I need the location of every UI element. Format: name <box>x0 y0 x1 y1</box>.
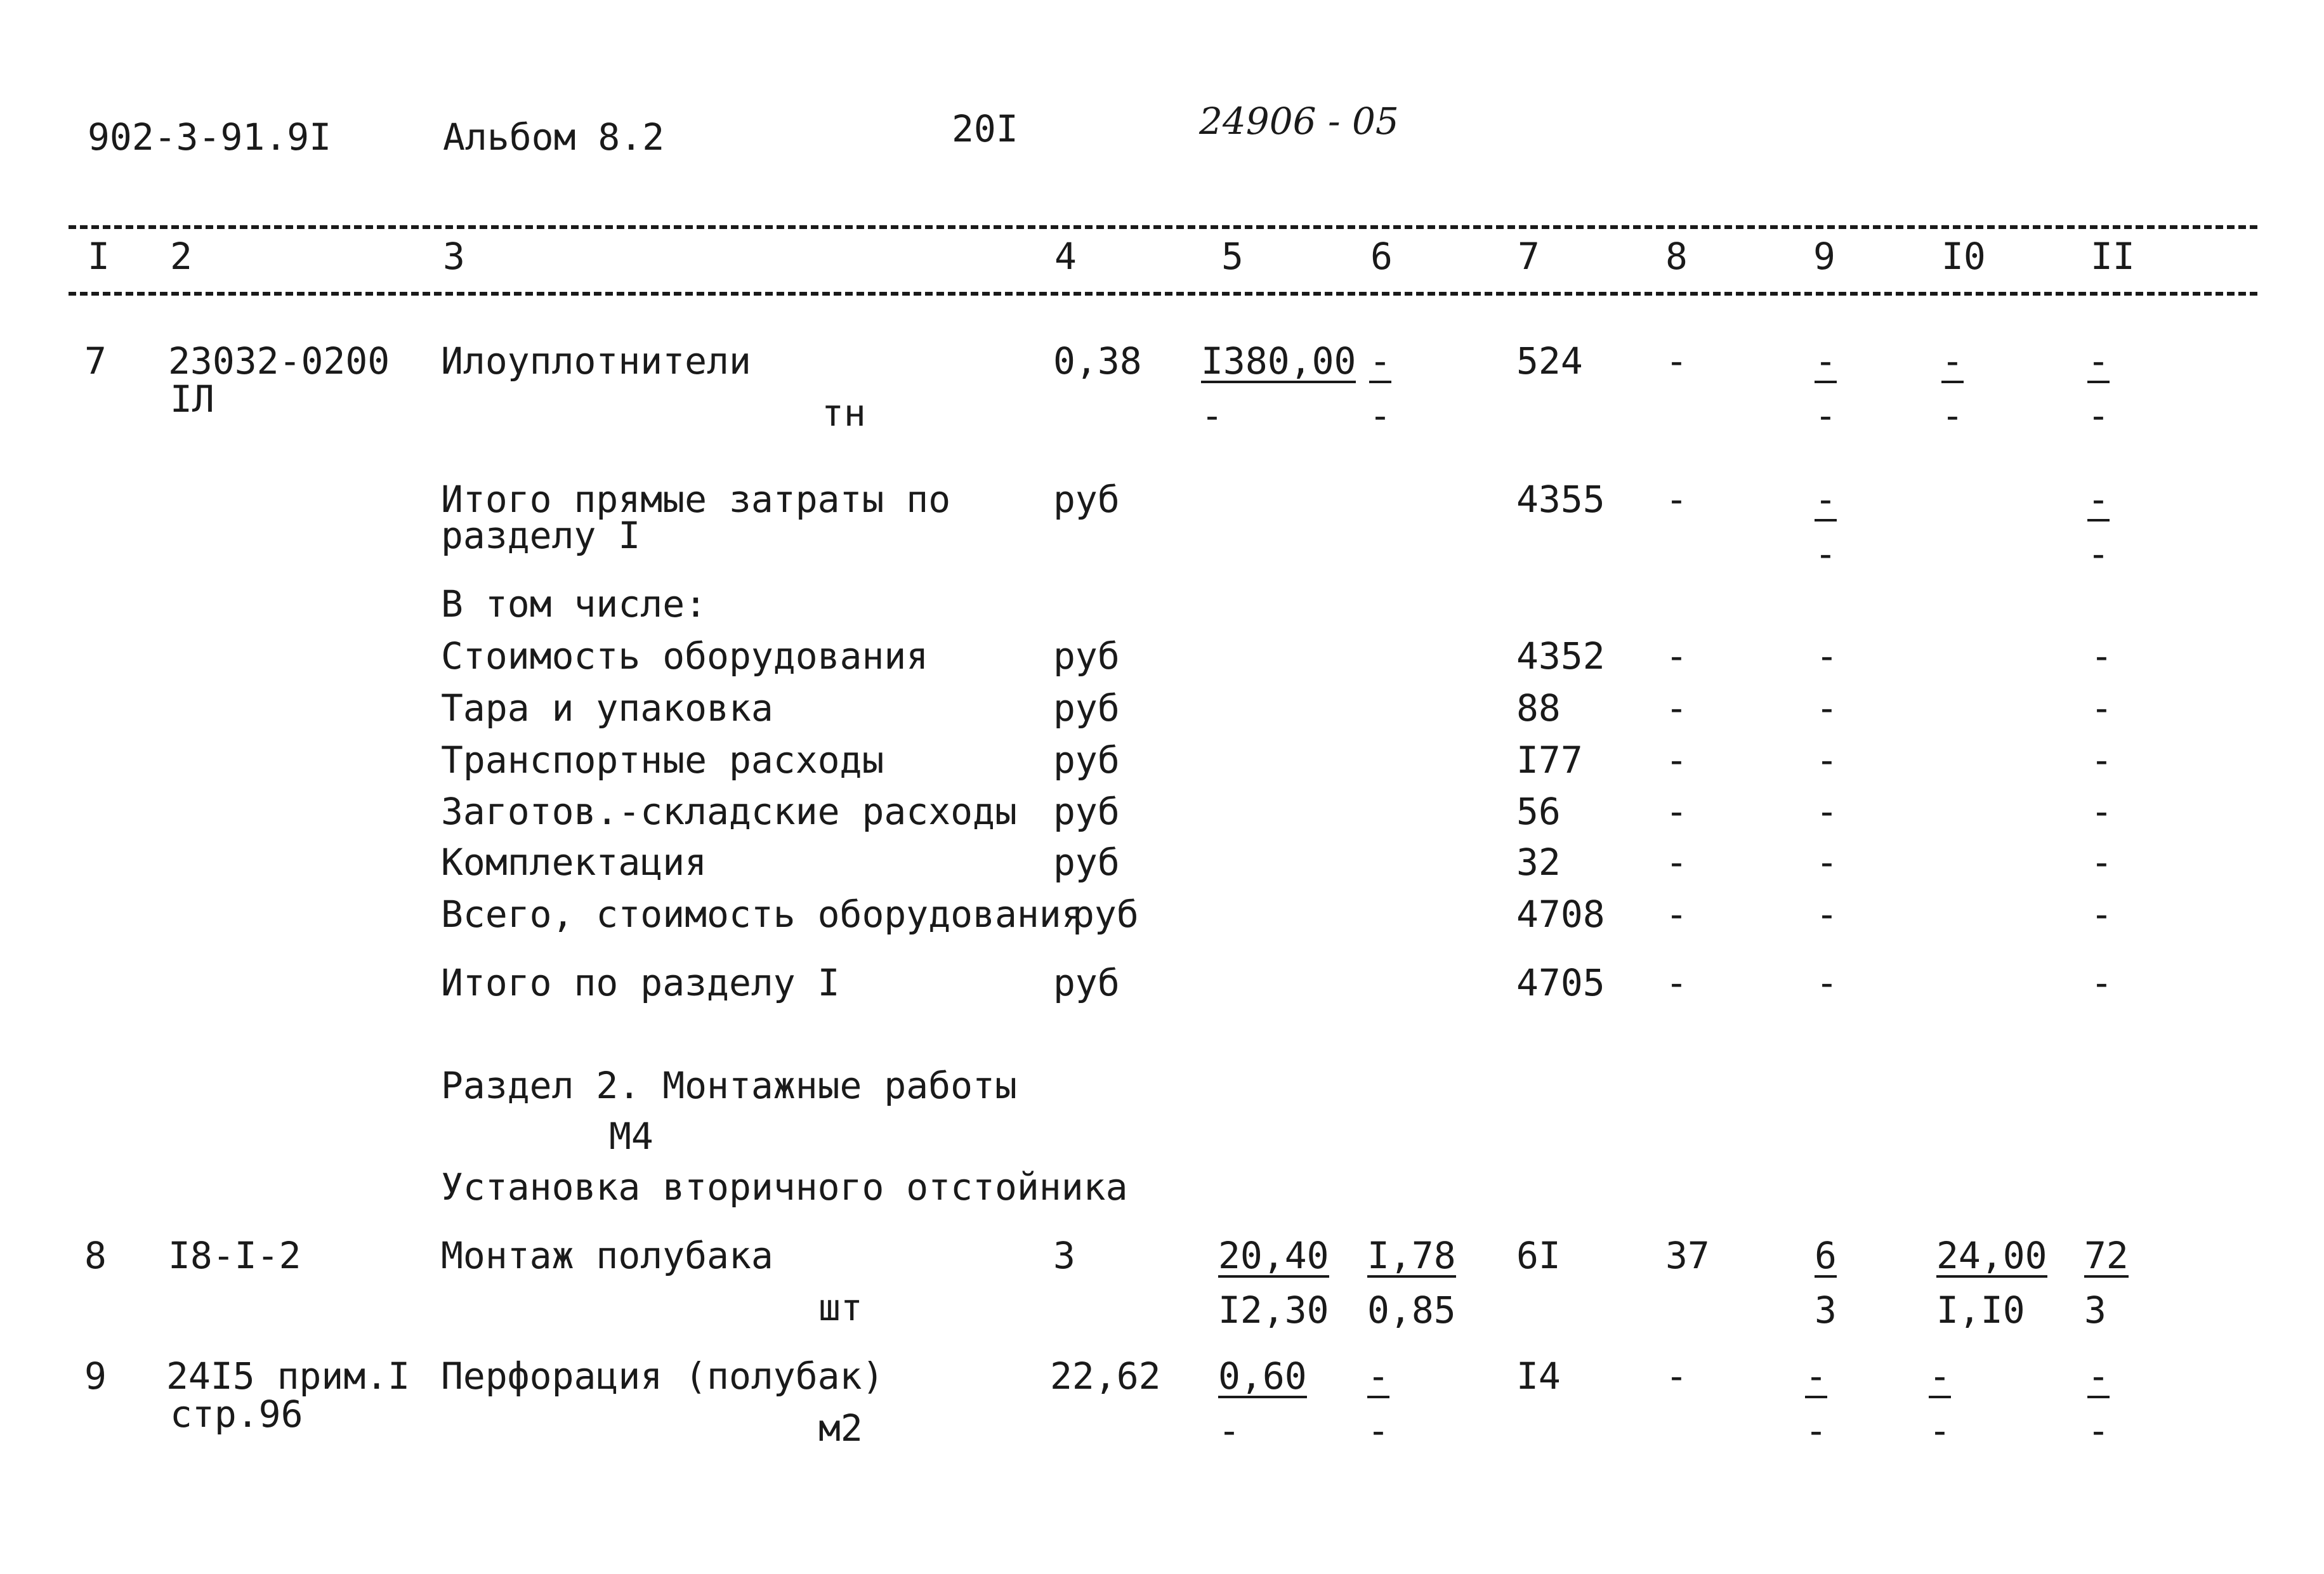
unit-machine-cost <box>1367 1234 1456 1332</box>
unit-machine-total: - <box>1369 339 1391 383</box>
unit-cost-wages: - <box>1218 1409 1240 1452</box>
item-name: Монтаж полубака <box>441 1234 773 1277</box>
item-name: Илоуплотнители <box>441 339 751 383</box>
section-code: М4 <box>609 1115 653 1158</box>
col-header: 6 <box>1370 235 1393 278</box>
doc-code: 902-3-91.9I <box>88 115 332 159</box>
section-total-c11: - <box>2091 961 2113 1004</box>
price-code: 23032-0200 <box>168 339 390 383</box>
total-wages: 37 <box>1665 1234 1710 1277</box>
total-direct-label: Итого прямые затраты по <box>441 478 951 521</box>
breakdown-name: Всего, стоимость оборудования <box>441 893 1084 936</box>
labor-total-machinists: 3 <box>2084 1289 2106 1332</box>
breakdown-cost: I77 <box>1516 738 1583 782</box>
breakdown-unit: руб <box>1053 738 1120 782</box>
total-direct-machine-wages: - <box>1815 532 1837 575</box>
unit-machine-cost <box>1367 1354 1389 1452</box>
breakdown-c9: - <box>1816 738 1838 782</box>
col-header: 3 <box>443 235 465 278</box>
unit-cost-total: 0,60 <box>1218 1354 1307 1398</box>
total-direct-labor <box>2087 478 2110 575</box>
breakdown-c11: - <box>2091 790 2113 833</box>
price-code: 24I5 прим.I <box>166 1354 410 1398</box>
breakdown-name: Заготов.-складские расходы <box>441 790 1017 833</box>
section-heading: Раздел 2. Монтажные работы <box>441 1064 1017 1107</box>
item-qty: 0,38 <box>1053 339 1142 383</box>
breakdown-c8: - <box>1665 686 1688 730</box>
unit-machine-wages: - <box>1369 394 1391 437</box>
item-unit: м2 <box>818 1407 863 1450</box>
machine-cost <box>1815 339 1837 437</box>
breakdown-c9: - <box>1816 841 1838 884</box>
breakdown-unit: руб <box>1072 893 1139 936</box>
total-wages: - <box>1665 1354 1688 1398</box>
labor-unit <box>1941 339 1964 437</box>
labor-unit-machinists: - <box>1929 1409 1951 1452</box>
section-total-label: Итого по разделу I <box>441 961 840 1004</box>
page-number: 20I <box>952 107 1018 150</box>
breakdown-c11: - <box>2091 841 2113 884</box>
total-cost: 524 <box>1516 339 1583 383</box>
total-direct-unit: руб <box>1053 478 1120 521</box>
col-header: 9 <box>1813 235 1835 278</box>
header-bottom-rule <box>69 292 2257 296</box>
row-number: 7 <box>84 339 107 383</box>
breakdown-c8: - <box>1665 790 1688 833</box>
col-header: II <box>2091 235 2135 278</box>
breakdown-name: Комплектация <box>441 841 707 884</box>
header-top-rule <box>69 225 2257 229</box>
machine-cost <box>1815 1234 1837 1332</box>
item-unit: тн <box>822 391 866 435</box>
breakdown-unit: руб <box>1053 841 1120 884</box>
labor-total-workers: - <box>2087 339 2110 383</box>
breakdown-c9: - <box>1816 686 1838 730</box>
machine-cost-wages: - <box>1815 394 1837 437</box>
item-name: Перфорация (полубак) <box>441 1354 884 1398</box>
item-qty: 22,62 <box>1050 1354 1161 1398</box>
price-code: I8-I-2 <box>168 1234 301 1277</box>
price-code-suffix: IЛ <box>170 377 214 421</box>
breakdown-c8: - <box>1665 634 1688 678</box>
labor-unit-workers: - <box>1941 339 1964 383</box>
section-total-c8: - <box>1665 961 1688 1004</box>
breakdown-unit: руб <box>1053 686 1120 730</box>
breakdown-name: Стоимость оборудования <box>441 634 929 678</box>
total-direct-cost: 4355 <box>1516 478 1605 521</box>
labor-unit <box>1936 1234 2047 1332</box>
unit-machine-total: - <box>1367 1354 1389 1398</box>
total-direct-machine-total: - <box>1815 478 1837 521</box>
col-header: 2 <box>170 235 192 278</box>
labor-total <box>2087 339 2110 437</box>
item-qty: 3 <box>1053 1234 1075 1277</box>
total-cost: 6I <box>1516 1234 1561 1277</box>
breakdown-unit: руб <box>1053 790 1120 833</box>
section-total-unit: руб <box>1053 961 1120 1004</box>
breakdown-c11: - <box>2091 738 2113 782</box>
breakdown-cost: 32 <box>1516 841 1561 884</box>
unit-cost-wages: - <box>1201 394 1223 437</box>
total-cost: I4 <box>1516 1354 1561 1398</box>
col-header: I0 <box>1941 235 1986 278</box>
item-unit: шт <box>818 1286 863 1329</box>
album-label: Альбом 8.2 <box>443 115 665 159</box>
total-direct-labor-workers: - <box>2087 478 2110 521</box>
breakdown-c9: - <box>1816 790 1838 833</box>
breakdown-c9: - <box>1816 893 1838 936</box>
breakdown-c8: - <box>1665 738 1688 782</box>
col-header: 7 <box>1518 235 1540 278</box>
breakdown-c11: - <box>2091 893 2113 936</box>
unit-cost <box>1218 1234 1329 1332</box>
machine-cost-wages: - <box>1805 1409 1827 1452</box>
unit-machine-wages: 0,85 <box>1367 1289 1456 1332</box>
col-header: 4 <box>1054 235 1077 278</box>
unit-cost <box>1201 339 1356 437</box>
section-subtitle: Установка вторичного отстойника <box>441 1165 1128 1209</box>
labor-unit-workers: 24,00 <box>1936 1234 2047 1277</box>
unit-cost-total: I380,00 <box>1201 339 1356 383</box>
section-total-cost: 4705 <box>1516 961 1605 1004</box>
labor-total-machinists: - <box>2087 1409 2110 1452</box>
col-header: 5 <box>1221 235 1244 278</box>
labor-total-workers: - <box>2087 1354 2110 1398</box>
breakdown-unit: руб <box>1053 634 1120 678</box>
section-total-c9: - <box>1816 961 1838 1004</box>
total-wages: - <box>1665 339 1688 383</box>
breakdown-cost: 4708 <box>1516 893 1605 936</box>
unit-cost-total: 20,40 <box>1218 1234 1329 1277</box>
labor-total <box>2084 1234 2129 1332</box>
machine-cost-wages: 3 <box>1815 1289 1837 1332</box>
unit-machine-total: I,78 <box>1367 1234 1456 1277</box>
labor-unit-machinists: - <box>1941 394 1964 437</box>
machine-cost-total: 6 <box>1815 1234 1837 1277</box>
unit-cost <box>1218 1354 1307 1452</box>
labor-total-machinists: - <box>2087 394 2110 437</box>
breakdown-cost: 4352 <box>1516 634 1605 678</box>
breakdown-name: Тара и упаковка <box>441 686 773 730</box>
machine-cost-total: - <box>1815 339 1837 383</box>
col-header: 8 <box>1665 235 1688 278</box>
breakdown-c8: - <box>1665 893 1688 936</box>
unit-machine-cost <box>1369 339 1391 437</box>
row-number: 8 <box>84 1234 107 1277</box>
breakdown-cost: 56 <box>1516 790 1561 833</box>
labor-unit <box>1929 1354 1951 1452</box>
unit-machine-wages: - <box>1367 1409 1389 1452</box>
unit-cost-wages: I2,30 <box>1218 1289 1329 1332</box>
breakdown-name: Транспортные расходы <box>441 738 884 782</box>
including-label: В том числе: <box>441 582 707 626</box>
total-direct-labor-machinists: - <box>2087 532 2110 575</box>
col-header: I <box>88 235 110 278</box>
labor-total-workers: 72 <box>2084 1234 2129 1277</box>
breakdown-c11: - <box>2091 634 2113 678</box>
row-number: 9 <box>84 1354 107 1398</box>
price-code-suffix: стр.96 <box>170 1393 303 1436</box>
labor-unit-workers: - <box>1929 1354 1951 1398</box>
labor-unit-machinists: I,I0 <box>1936 1289 2025 1332</box>
machine-cost-total: - <box>1805 1354 1827 1398</box>
handwritten-stamp: 24906 - 05 <box>1199 100 1399 143</box>
total-direct-label-cont: разделу I <box>441 514 641 557</box>
machine-cost <box>1805 1354 1827 1452</box>
breakdown-c8: - <box>1665 841 1688 884</box>
breakdown-cost: 88 <box>1516 686 1561 730</box>
breakdown-c11: - <box>2091 686 2113 730</box>
total-direct-wages: - <box>1665 478 1688 521</box>
labor-total <box>2087 1354 2110 1452</box>
total-direct-machine <box>1815 478 1837 575</box>
breakdown-c9: - <box>1816 634 1838 678</box>
